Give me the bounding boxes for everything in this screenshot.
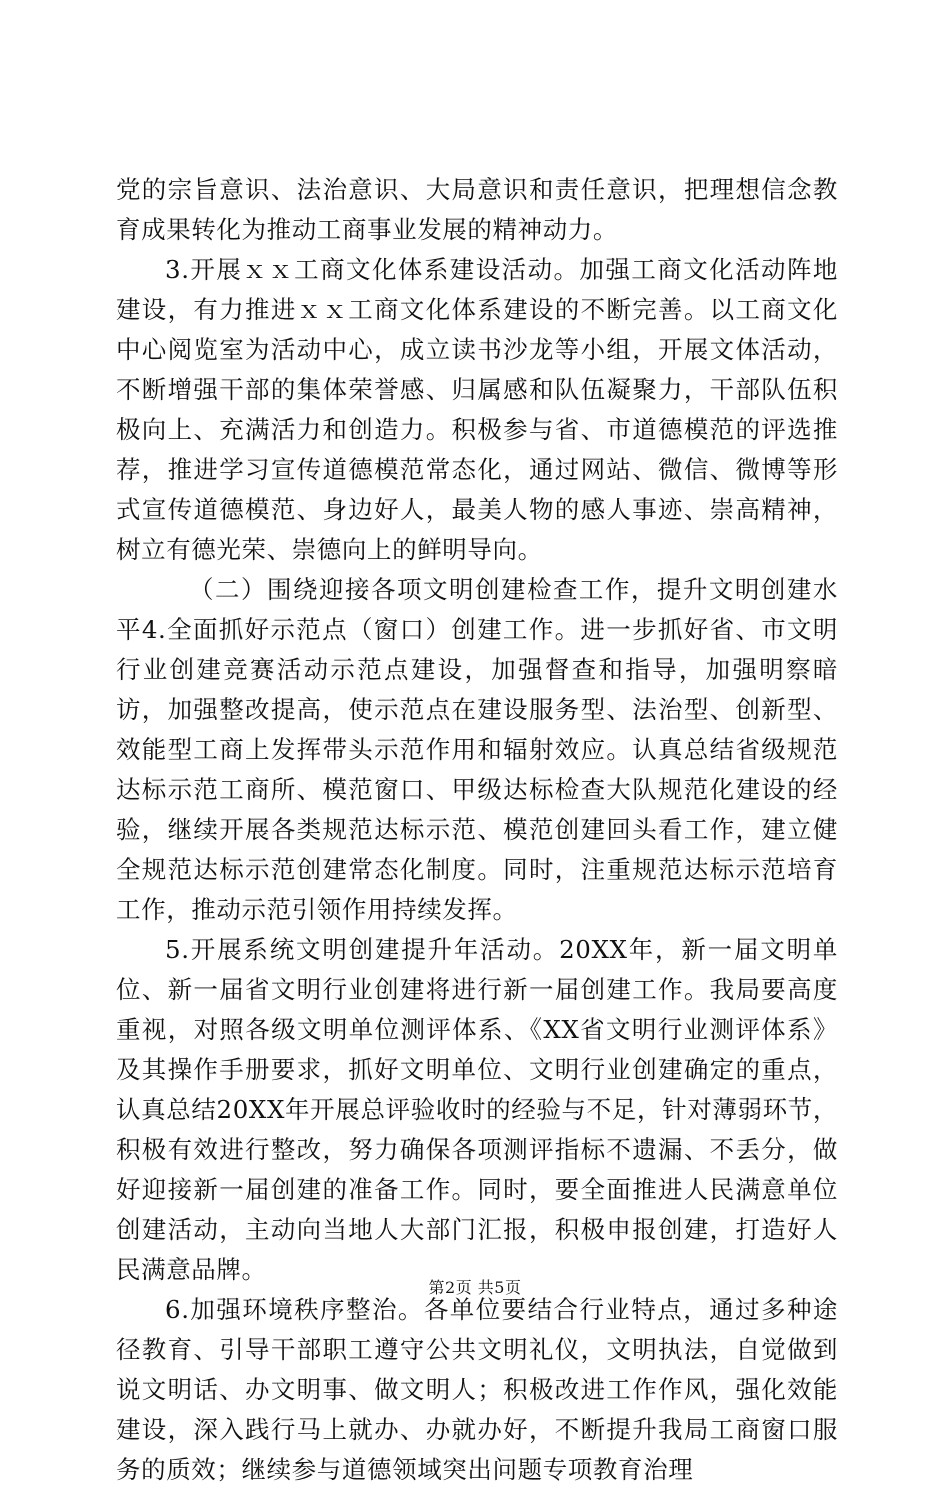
paragraph-section-2: （二）围绕迎接各项文明创建检查工作，提升文明创建水平4.全面抓好示范点（窗口）创建工作。进一步抓好省、市文明行业创建竞赛活动示范点建设，加强督查和指导，加强明察暗访，加强整改提高，使示范点在建设服务型、法治型、创新型、效能型工商上发挥带头示范作用和辐射效应。认真总结省级规范达标示范工商所、模范窗口、甲级达标检查大队规范化建设的经验，继续开展各类规范达标示范、模范创建回头看工作，建立健全规范达标示范创建常态化制度。同时，注重规范达标示范培育工作，推动示范引领作用持续发挥。 [116,575,838,924]
page-number-footer: 第2页 共5页 [428,1278,522,1297]
paragraph-item-5: 5.开展系统文明创建提升年活动。20XX年，新一届文明单位、新一届省文明行业创建将进行新一届创建工作。我局要高度重视，对照各级文明单位测评体系、《XX省文明行业测评体系》及其操作手册要求，抓好文明单位、文明行业创建确定的重点，认真总结20XX年开展总评验收时的经验与不足，针对薄弱环节，积极有效进行整改，努力确保各项测评指标不遗漏、不丢分，做好迎接新一届创建的准备工作。同时，要全面推进人民满意单位创建活动，主动向当地人大部门汇报，积极申报创建，打造好人民满意品牌。 [116,935,838,1284]
paragraph-item-6: 6.加强环境秩序整治。各单位要结合行业特点，通过多种途径教育、引导干部职工遵守公共文明礼仪，文明执法，自觉做到说文明话、办文明事、做文明人；积极改进工作作风，强化效能建设，深入践行马上就办、办就办好，不断提升我局工商窗口服务的质效；继续参与道德领域突出问题专项教育治理 [116,1295,838,1484]
paragraph-continuation: 党的宗旨意识、法治意识、大局意识和责任意识，把理想信念教育成果转化为推动工商事业发展的精神动力。 [116,175,838,244]
paragraph-item-3: 3.开展ｘｘ工商文化体系建设活动。加强工商文化活动阵地建设，有力推进ｘｘ工商文化体系建设的不断完善。以工商文化中心阅览室为活动中心，成立读书沙龙等小组，开展文体活动，不断增强干部的集体荣誉感、归属感和队伍凝聚力，干部队伍积极向上、充满活力和创造力。积极参与省、市道德模范的评选推荐，推进学习宣传道德模范常态化，通过网站、微信、微博等形式宣传道德模范、身边好人，最美人物的感人事迹、崇高精神，树立有德光荣、崇德向上的鲜明导向。 [116,255,838,564]
